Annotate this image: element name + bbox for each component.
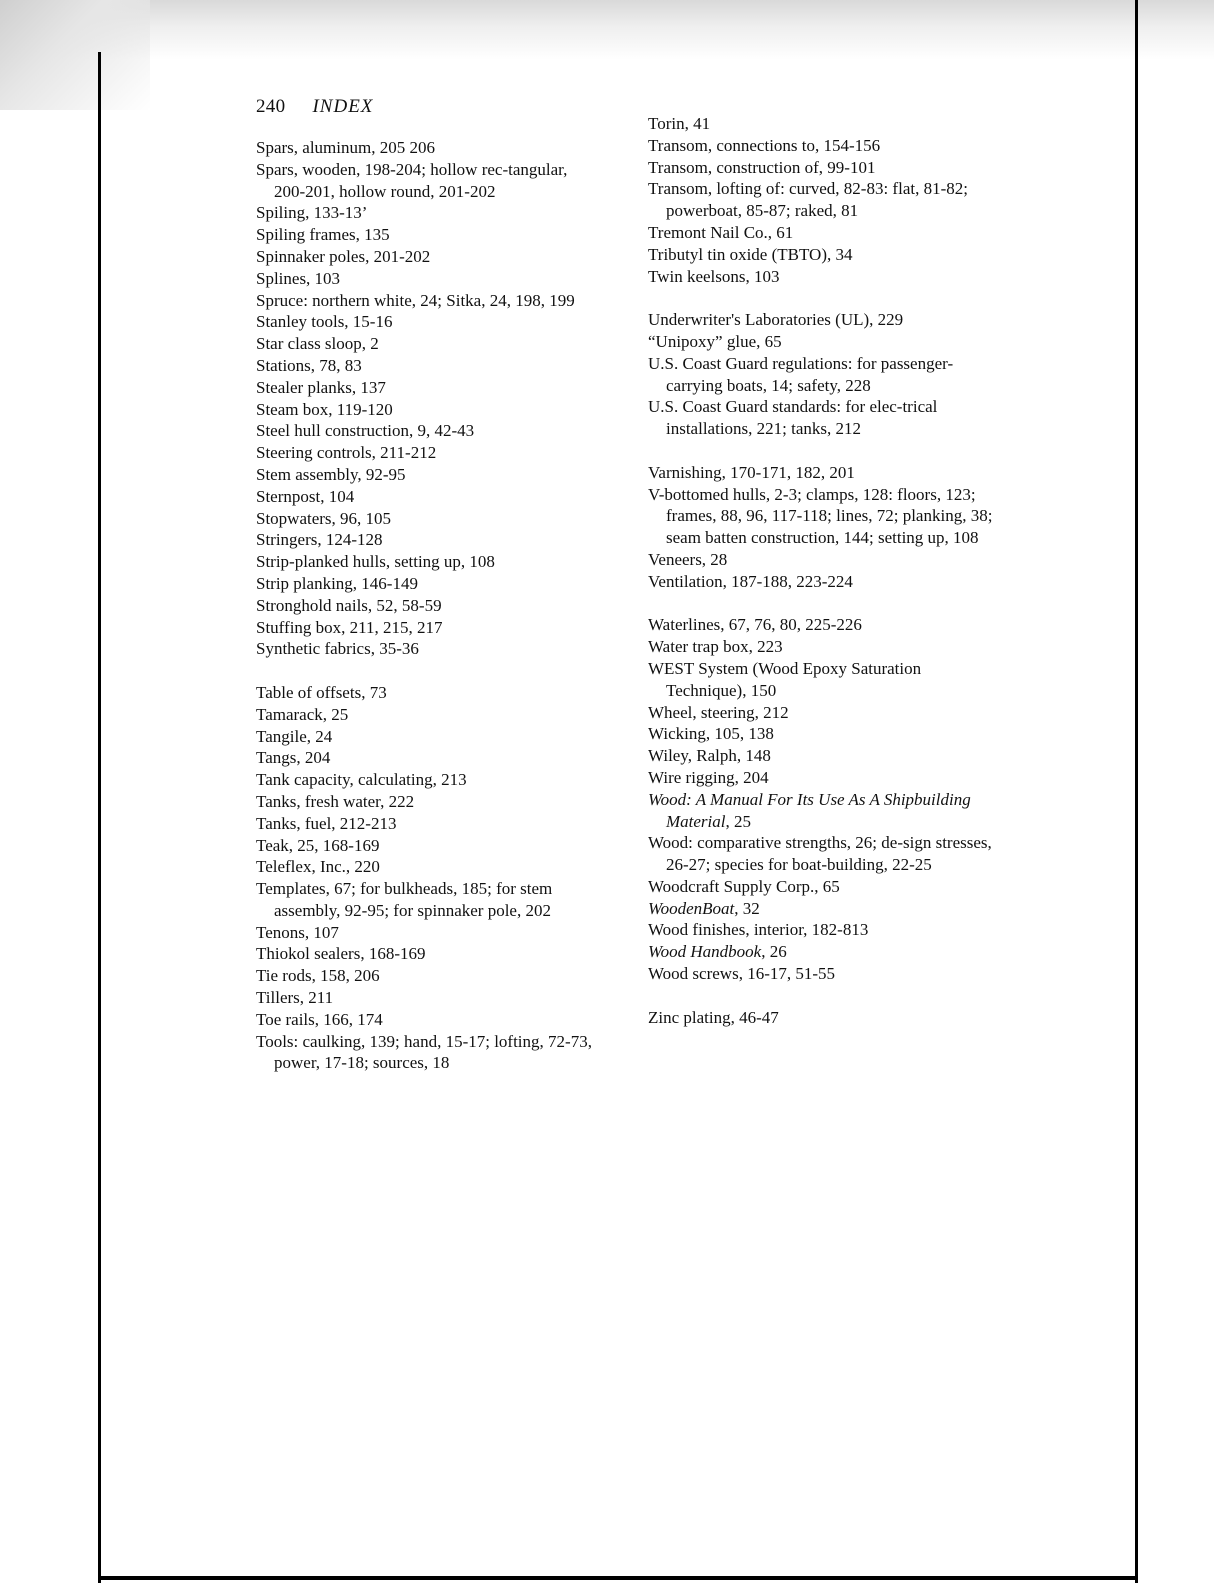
entry-text: Torin, 41 xyxy=(648,114,711,133)
index-entry xyxy=(256,965,601,987)
entry-text: Synthetic fabrics, 35-36 xyxy=(256,639,419,659)
entry-text: Star class sloop, 2 xyxy=(256,334,379,354)
index-gap xyxy=(648,985,998,1007)
entry-text: Stealer planks, 137 xyxy=(256,377,386,397)
entry-text: Table of offsets, 73 xyxy=(256,682,387,702)
scan-border-bottom xyxy=(98,1576,1138,1580)
entry-text: Tributyl tin oxide (TBTO), 34 xyxy=(648,244,853,264)
index-entry xyxy=(256,551,601,573)
entry-text: Stations, 78, 83 xyxy=(256,355,362,375)
entry-text: Teak, 25, 168-169 xyxy=(256,835,380,855)
index-entry xyxy=(648,484,998,549)
index-entry xyxy=(256,311,601,333)
index-entry xyxy=(648,309,998,331)
index-entry xyxy=(648,723,998,745)
index-entry xyxy=(648,658,998,702)
entry-text: , 26 xyxy=(761,942,787,962)
entry-text: Sternpost, 104 xyxy=(256,486,355,506)
entry-text: Steel hull construction, 9, 42-43 xyxy=(256,421,475,441)
entry-text: Tenons, 107 xyxy=(256,922,339,942)
entry-text: Varnishing, 170-171, 182, 201 xyxy=(648,462,855,482)
index-entry xyxy=(256,1009,601,1031)
entry-title: Wood: A Manual For Its Use As A Shipbuilding Material xyxy=(648,789,971,831)
entry-text: Splines, 103 xyxy=(256,268,341,288)
index-entry xyxy=(648,222,998,244)
entry-text: Underwriter's Laboratories (UL), 229 xyxy=(648,310,904,330)
index-entry xyxy=(648,244,998,266)
index-entry xyxy=(648,832,998,876)
entry-text: Tanks, fresh water, 222 xyxy=(256,791,415,811)
index-entry xyxy=(256,355,601,377)
entry-text: Tremont Nail Co., 61 xyxy=(648,222,794,242)
entry-text: , 32 xyxy=(734,898,760,918)
index-entry xyxy=(256,159,601,203)
entry-text: Wire rigging, 204 xyxy=(648,767,769,787)
index-gap xyxy=(648,440,998,462)
entry-text: Waterlines, 67, 76, 80, 225-226 xyxy=(648,615,862,635)
entry-text: Tank capacity, calculating, 213 xyxy=(256,770,467,790)
index-column-right xyxy=(648,113,998,1028)
entry-text: Stronghold nails, 52, 58-59 xyxy=(256,595,442,615)
entry-text: Spiling frames, 135 xyxy=(256,225,390,245)
index-entry xyxy=(648,571,998,593)
entry-text: U.S. Coast Guard standards: for elec-trical installations, 221; tanks, 212 xyxy=(648,397,938,439)
entry-text: U.S. Coast Guard regulations: for passenger-carrying boats, 14; safety, 228 xyxy=(648,353,954,395)
index-entry xyxy=(648,876,998,898)
entry-text: Wood finishes, interior, 182-813 xyxy=(648,920,869,940)
entry-text: Woodcraft Supply Corp., 65 xyxy=(648,876,840,896)
entry-text: Wicking, 105, 138 xyxy=(648,724,774,744)
index-entry xyxy=(256,464,601,486)
index-entry xyxy=(648,941,998,963)
index-entry xyxy=(648,1007,998,1029)
index-entry xyxy=(256,617,601,639)
index-entry xyxy=(256,486,601,508)
index-entry xyxy=(256,726,601,748)
index-entry xyxy=(256,508,601,530)
entry-text: Steam box, 119-120 xyxy=(256,399,393,419)
index-entry xyxy=(256,747,601,769)
index-entry xyxy=(256,878,601,922)
index-entry xyxy=(256,791,601,813)
index-entry xyxy=(648,353,998,397)
entry-text: Spars, aluminum, 205 206 xyxy=(256,138,435,157)
page-title: INDEX xyxy=(312,96,374,117)
index-entry xyxy=(256,769,601,791)
index-entry xyxy=(648,266,998,288)
entry-text: Transom, connections to, 154-156 xyxy=(648,135,881,155)
index-entry xyxy=(648,745,998,767)
index-entry xyxy=(256,137,601,159)
entry-text: Strip planking, 146-149 xyxy=(256,573,418,593)
entry-text: Stringers, 124-128 xyxy=(256,530,383,550)
index-entry xyxy=(256,442,601,464)
entry-text: V-bottomed hulls, 2-3; clamps, 128: floors, 123; frames, 88, 96, 117-118; lines, 72; planking, 38; seam batten construction, 144; setting up, 108 xyxy=(648,484,993,548)
index-entry xyxy=(648,702,998,724)
index-entry xyxy=(648,549,998,571)
index-entry xyxy=(256,595,601,617)
index-column-left xyxy=(256,137,601,1074)
index-entry xyxy=(256,399,601,421)
index-entry xyxy=(256,268,601,290)
entry-text: Toe rails, 166, 174 xyxy=(256,1009,383,1029)
index-entry xyxy=(256,835,601,857)
entry-text: Twin keelsons, 103 xyxy=(648,266,780,286)
entry-text: Spinnaker poles, 201-202 xyxy=(256,246,431,266)
entry-text: Veneers, 28 xyxy=(648,549,728,569)
index-entry xyxy=(256,333,601,355)
entry-text: Water trap box, 223 xyxy=(648,637,783,657)
entry-text: Ventilation, 187-188, 223-224 xyxy=(648,571,853,591)
index-entry xyxy=(256,420,601,442)
page-header xyxy=(256,96,373,118)
index-entry xyxy=(256,202,601,224)
entry-text: “Unipoxy” glue, 65 xyxy=(648,331,782,351)
entry-text: Tamarack, 25 xyxy=(256,704,349,724)
entry-text: Steering controls, 211-212 xyxy=(256,443,437,463)
entry-text: Wheel, steering, 212 xyxy=(648,702,789,722)
page-number: 240 xyxy=(256,96,286,117)
index-entry xyxy=(256,813,601,835)
entry-text: Strip-planked hulls, setting up, 108 xyxy=(256,552,495,572)
index-entry xyxy=(648,462,998,484)
index-entry xyxy=(648,963,998,985)
index-entry xyxy=(256,682,601,704)
index-entry xyxy=(648,767,998,789)
entry-text: Teleflex, Inc., 220 xyxy=(256,857,380,877)
index-entry xyxy=(648,178,998,222)
index-entry xyxy=(256,856,601,878)
entry-text: Wood: comparative strengths, 26; de-sign stresses, 26-27; species for boat-building, 22-25 xyxy=(648,833,992,875)
index-entry xyxy=(648,614,998,636)
index-gap xyxy=(648,287,998,309)
entry-text: Wiley, Ralph, 148 xyxy=(648,746,771,766)
entry-text: Tools: caulking, 139; hand, 15-17; lofting, 72-73, power, 17-18; sources, 18 xyxy=(256,1031,592,1073)
entry-text: Spars, wooden, 198-204; hollow rec-tangular, 200-201, hollow round, 201-202 xyxy=(256,159,568,201)
scan-corner-shadow xyxy=(0,0,150,110)
index-entry xyxy=(256,529,601,551)
index-entry xyxy=(648,135,998,157)
index-entry xyxy=(648,898,998,920)
entry-text: Stanley tools, 15-16 xyxy=(256,312,393,332)
entry-text: Thiokol sealers, 168-169 xyxy=(256,944,426,964)
entry-text: Templates, 67; for bulkheads, 185; for stem assembly, 92-95; for spinnaker pole, 202 xyxy=(256,879,553,920)
index-entry xyxy=(256,290,601,312)
scan-shadow xyxy=(0,0,1214,60)
entry-text: Spruce: northern white, 24; Sitka, 24, 198, 199 xyxy=(256,290,575,310)
entry-text: Wood screws, 16-17, 51-55 xyxy=(648,964,836,984)
index-entry xyxy=(256,1031,601,1075)
entry-text: Tangile, 24 xyxy=(256,726,333,746)
entry-text: Transom, lofting of: curved, 82-83: flat, 81-82; powerboat, 85-87; raked, 81 xyxy=(648,179,968,221)
entry-text: Stem assembly, 92-95 xyxy=(256,464,406,484)
entry-text: Transom, construction of, 99-101 xyxy=(648,157,876,177)
index-entry xyxy=(648,113,998,135)
index-entry xyxy=(648,331,998,353)
entry-text: , 25 xyxy=(725,811,751,831)
index-entry xyxy=(256,224,601,246)
entry-text: Tangs, 204 xyxy=(256,748,331,768)
scan-border-right xyxy=(1135,0,1138,1583)
entry-title: Wood Handbook xyxy=(648,942,762,962)
index-entry xyxy=(256,987,601,1009)
entry-text: Stuffing box, 211, 215, 217 xyxy=(256,617,443,637)
index-entry xyxy=(256,638,601,660)
index-gap xyxy=(648,593,998,615)
index-entry xyxy=(648,789,998,833)
entry-text: Tillers, 211 xyxy=(256,988,334,1008)
index-entry xyxy=(256,246,601,268)
entry-text: Tanks, fuel, 212-213 xyxy=(256,813,397,833)
entry-text: Stopwaters, 96, 105 xyxy=(256,508,392,528)
scan-border-left xyxy=(98,52,101,1583)
index-entry xyxy=(256,943,601,965)
index-entry xyxy=(648,157,998,179)
entry-title: WoodenBoat xyxy=(648,898,735,918)
entry-text: Tie rods, 158, 206 xyxy=(256,966,380,986)
index-entry xyxy=(648,396,998,440)
index-entry xyxy=(648,636,998,658)
entry-text: Spiling, 133-13’ xyxy=(256,203,368,223)
entry-text: Zinc plating, 46-47 xyxy=(648,1007,779,1027)
index-gap xyxy=(256,660,601,682)
index-entry xyxy=(256,922,601,944)
index-entry xyxy=(648,919,998,941)
index-entry xyxy=(256,377,601,399)
entry-text: WEST System (Wood Epoxy Saturation Technique), 150 xyxy=(648,658,922,700)
index-entry xyxy=(256,573,601,595)
index-entry xyxy=(256,704,601,726)
